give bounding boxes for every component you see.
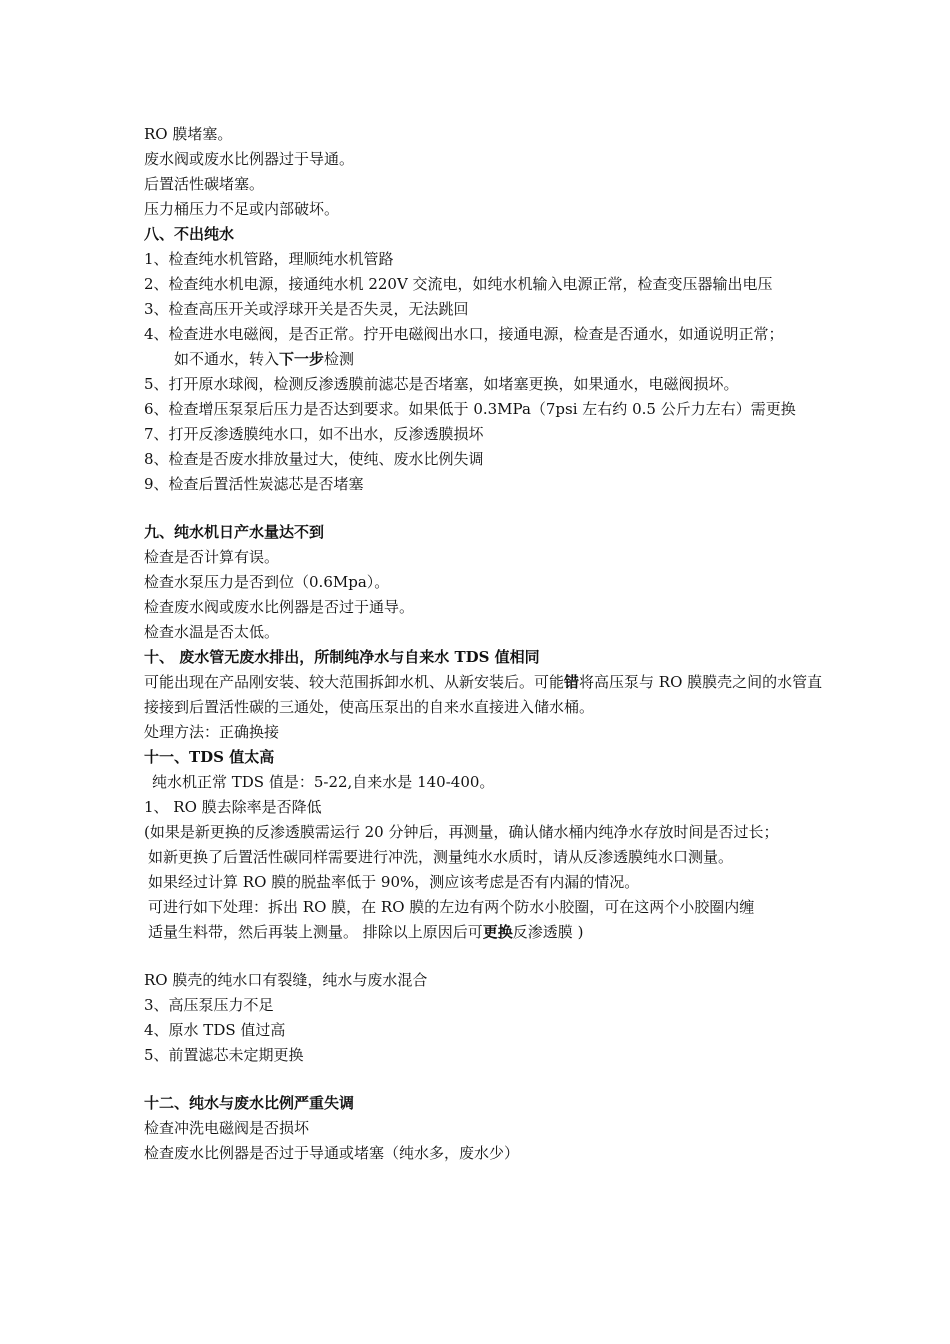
list-item-continuation [144, 347, 824, 372]
list-item: 4、原水 TDS 值过高 [144, 1021, 286, 1039]
paragraph [144, 670, 824, 720]
paragraph-gap [144, 945, 824, 968]
list-item: 1、检查纯水机管路，理顺纯水机管路 [144, 250, 394, 268]
text-line: 检查水泵压力是否到位（0.6Mpa）。 [144, 573, 390, 591]
bold-text-run: 下一步 [279, 350, 325, 368]
text-line: RO 膜壳的纯水口有裂缝，纯水与废水混合 [144, 971, 428, 989]
list-item: 4、检查进水电磁阀，是否正常。拧开电磁阀出水口，接通电源，检查是否通水，如通说明正常； [144, 325, 784, 343]
text-line: 处理方法：正确换接 [144, 723, 280, 741]
list-item: 3、高压泵压力不足 [144, 996, 274, 1014]
text-line: 后置活性碳堵塞。 [144, 175, 265, 193]
text-line: 检查是否计算有误。 [144, 548, 280, 566]
section-heading-10: 十、 废水管无废水排出，所制纯净水与自来水 TDS 值相同 [144, 648, 540, 666]
section-heading-8: 八、不出纯水 [144, 225, 235, 243]
text-line [144, 920, 824, 945]
text-run: 适量生料带，然后再装上测量。 排除以上原因后可 [148, 923, 483, 941]
list-item: 5、前置滤芯未定期更换 [144, 1046, 304, 1064]
paragraph-gap [144, 1068, 824, 1091]
text-line: 可进行如下处理：拆出 RO 膜，在 RO 膜的左边有两个防水小胶圈，可在这两个小胶圈内缠 [148, 898, 755, 916]
paragraph-gap [144, 497, 824, 520]
text-line: 检查废水比例器是否过于导通或堵塞（纯水多，废水少） [144, 1144, 520, 1162]
bold-text-run: 更换 [482, 923, 513, 941]
text-run: 可能出现在产品刚安装、较大范围拆卸水机、从新安装后。可能 [144, 673, 565, 691]
text-line: 检查水温是否太低。 [144, 623, 280, 641]
text-line: 废水阀或废水比例器过于导通。 [144, 150, 355, 168]
list-item: 6、检查增压泵泵后压力是否达到要求。如果低于 0.3MPa（7psi 左右约 0.5 公斤力左右）需更换 [144, 400, 796, 418]
text-line: 检查冲洗电磁阀是否损坏 [144, 1119, 310, 1137]
list-item: 2、检查纯水机电源，接通纯水机 220V 交流电，如纯水机输入电源正常，检查变压器输出电压 [144, 275, 773, 293]
bold-text-run: 错 [564, 673, 580, 691]
paragraph: (如果是新更换的反渗透膜需运行 20 分钟后，再测量，确认储水桶内纯净水存放时间是否过长； [144, 823, 779, 841]
list-item: 7、打开反渗透膜纯水口，如不出水，反渗透膜损坏 [144, 425, 484, 443]
text-line: 压力桶压力不足或内部破坏。 [144, 200, 340, 218]
text-run: 反渗透膜 ) [512, 923, 584, 941]
text-line: 如新更换了后置活性碳同样需要进行冲洗，测量纯水水质时，请从反渗透膜纯水口测量。 [148, 848, 734, 866]
list-item: 1、 RO 膜去除率是否降低 [144, 798, 322, 816]
text-line: 纯水机正常 TDS 值是：5-22,自来水是 140-400。 [152, 773, 495, 791]
text-line: 检查废水阀或废水比例器是否过于通导。 [144, 598, 415, 616]
section-heading-9: 九、纯水机日产水量达不到 [144, 523, 325, 541]
document-body [144, 122, 824, 1166]
text-run: 检测 [324, 350, 355, 368]
section-heading-11: 十一、TDS 值太高 [144, 748, 275, 766]
text-run: 如不通水，转入 [174, 350, 280, 368]
section-heading-12: 十二、纯水与废水比例严重失调 [144, 1094, 355, 1112]
list-item: 9、检查后置活性炭滤芯是否堵塞 [144, 475, 364, 493]
list-item: 5、打开原水球阀，检测反渗透膜前滤芯是否堵塞，如堵塞更换，如果通水，电磁阀损坏。 [144, 375, 739, 393]
list-item: 3、检查高压开关或浮球开关是否失灵，无法跳回 [144, 300, 469, 318]
text-line: 如果经过计算 RO 膜的脱盐率低于 90%，测应该考虑是否有内漏的情况。 [148, 873, 640, 891]
text-line: RO 膜堵塞。 [144, 125, 233, 143]
text-run: 将高压泵与 RO 膜膜壳之间的水管直接接到后置活性碳的三通处，使高压泵出的自来水直接进入储水桶。 [144, 673, 823, 716]
list-item: 8、检查是否废水排放量过大，使纯、废水比例失调 [144, 450, 484, 468]
